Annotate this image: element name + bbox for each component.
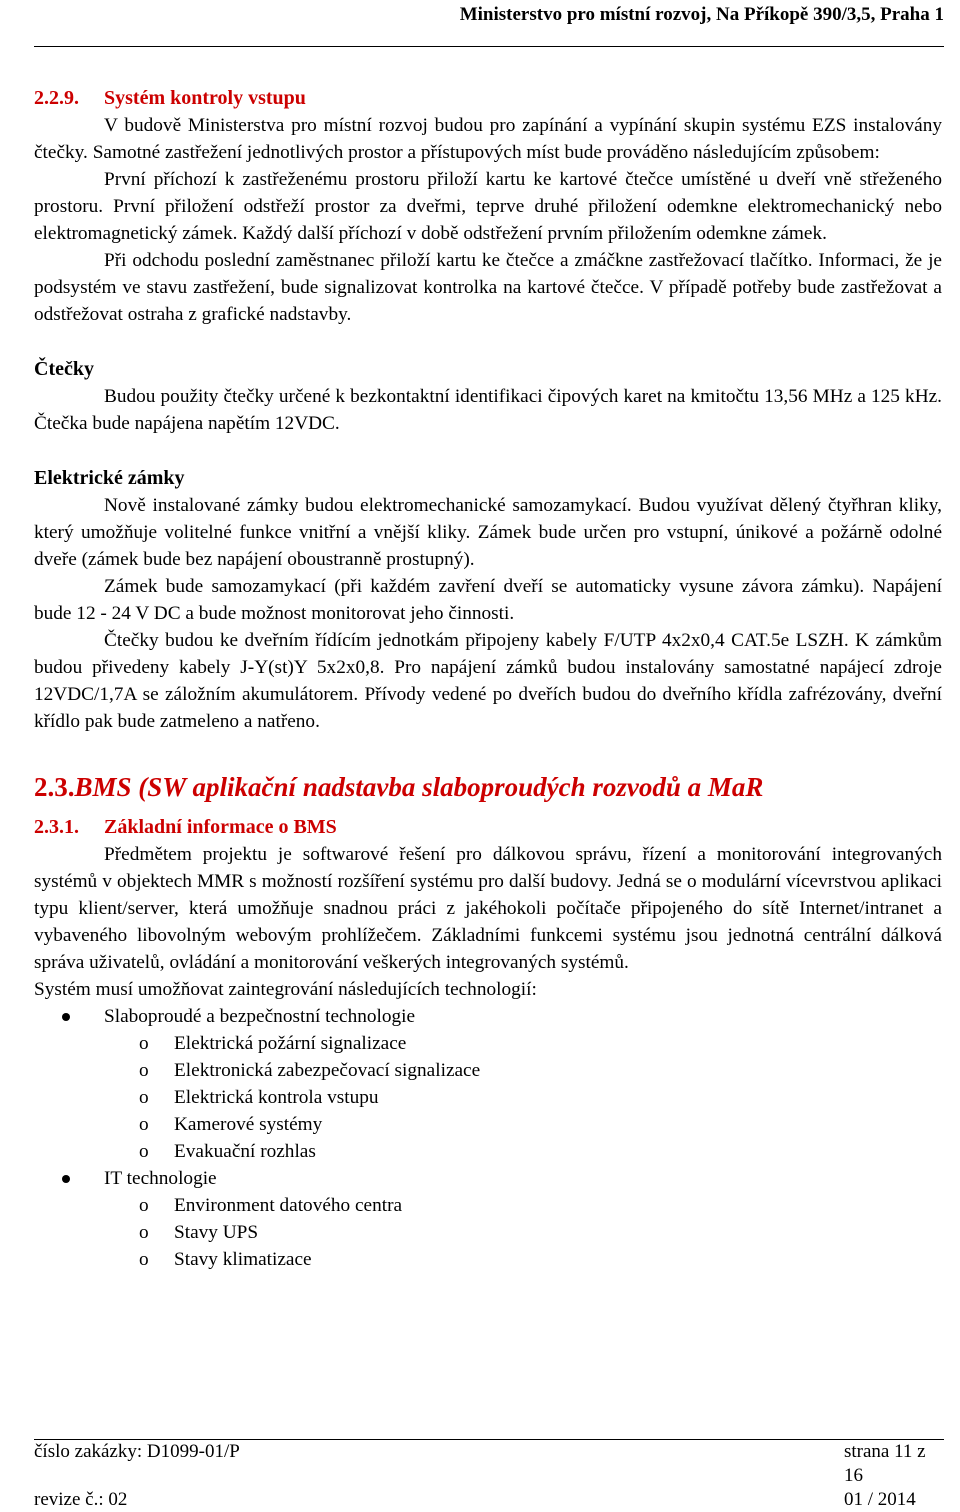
paragraph: V budově Ministerstva pro místní rozvoj budou pro zapínání a vypínání skupin systému EZS instalovány čtečky. Samotné zastřežení jednotlivých prostor a přístupových míst bude prováděno následujícím způsobem: — [34, 115, 942, 163]
document-date: 01 / 2014 — [844, 1489, 916, 1510]
circle-marker-icon: o — [139, 1087, 149, 1108]
document-body — [34, 84, 942, 1273]
circle-marker-icon: o — [139, 1195, 149, 1216]
page-header: Ministerstvo pro místní rozvoj, Na Příkopě 390/3,5, Praha 1 — [459, 4, 944, 25]
section-number: 2.2.9. — [34, 87, 79, 109]
order-number: číslo zakázky: D1099-01/P — [34, 1441, 240, 1462]
circle-marker-icon: o — [139, 1249, 149, 1270]
list-item — [34, 1165, 942, 1273]
sub-list — [104, 1030, 942, 1165]
list-item-label: Slaboproudé a bezpečnostní technologie — [104, 1006, 416, 1027]
page-footer — [34, 1440, 944, 1512]
sub-list-item: o Stavy UPS — [104, 1219, 942, 1246]
section-title: BMS (SW aplikační nadstavba slaboproudých rozvodů a MaR — [74, 772, 764, 802]
circle-marker-icon: o — [139, 1222, 149, 1243]
header-divider — [34, 46, 944, 47]
sub-list-item: o Environment datového centra — [104, 1192, 942, 1219]
subheading-ctecky: Čtečky — [34, 358, 94, 380]
sub-list-item: o Evakuační rozhlas — [104, 1138, 942, 1165]
section-heading-2-3-1 — [34, 813, 942, 841]
circle-marker-icon: o — [139, 1114, 149, 1135]
sub-list-item: o Stavy klimatizace — [104, 1246, 942, 1273]
paragraph: Zámek bude samozamykací (při každém zavření dveří se automaticky vysune závora zámku). Napájení bude 12 - 24 V DC a bude možnost monitorovat jeho činnosti. — [34, 576, 942, 624]
sub-list-item: o Elektrická kontrola vstupu — [104, 1084, 942, 1111]
sub-list-item: o Elektrická požární signalizace — [104, 1030, 942, 1057]
page-number: strana 11 z 16 — [844, 1441, 926, 1486]
technology-list — [34, 1003, 942, 1273]
paragraph: Předmětem projektu je softwarové řešení pro dálkovou správu, řízení a monitorování integrovaných systémů v objektech MMR s možností rozšíření systému pro další budovy. Jedná se o modulární vícevrstvou aplikaci typu klient/server, která umožňuje snadnou práci z jakéhokoli počítače připojeného do sítě Internet/intranet a vybaveného libovolným webovým prohlížečem. Základními funkcemi systému jsou jednotná centrální dálková správa uživatelů, ovládání a monitorování veškerých integrovaných systémů. — [34, 844, 942, 973]
sub-list-item: o Kamerové systémy — [104, 1111, 942, 1138]
paragraph: Čtečky budou ke dveřním řídícím jednotkám připojeny kabely F/UTP 4x2x0,4 CAT.5e LSZH. K zámkům budou přivedeny kabely J-Y(st)Y 5x2x0,8. Pro napájení zámků budou instalovány samostatné napájecí zdroje 12VDC/1,7A se záložním akumulátorem. Přívody vedené po dveřích budou do dveřního křídla zafrézovány, dveřní křídlo pak bude zatmeleno a natřeno. — [34, 630, 942, 732]
paragraph: Budou použity čtečky určené k bezkontaktní identifikaci čipových karet na kmitočtu 13,56 MHz a 125 kHz. Čtečka bude napájena napětím 12VDC. — [34, 386, 942, 434]
paragraph: Nově instalované zámky budou elektromechanické samozamykací. Budou využívat dělený čtyřhran kliky, který umožňuje volitelné funkce vnitřní a vnější kliky. Zámek bude určen pro vstupní, únikové a požárně odolné dveře (zámek bude bez napájení oboustranně prostupný). — [34, 495, 942, 570]
list-item — [34, 1003, 942, 1165]
paragraph: Při odchodu poslední zaměstnanec přiloží kartu ke čtečce a zmáčkne zastřežovací tlačítko. Informaci, že je podsystém ve stavu zastřežení, bude signalizovat kontrolka na kartové čtečce. V případě potřeby bude zastřežovat a odstřežovat ostraha z grafické nadstavby. — [34, 250, 942, 325]
section-title: Základní informace o BMS — [104, 816, 337, 838]
circle-marker-icon: o — [139, 1033, 149, 1054]
section-title: Systém kontroly vstupu — [104, 87, 306, 109]
section-number: 2.3. — [34, 772, 75, 802]
subheading-elektricke-zamky: Elektrické zámky — [34, 467, 185, 489]
sub-list — [104, 1192, 942, 1273]
circle-marker-icon: o — [139, 1060, 149, 1081]
list-item-label: IT technologie — [104, 1168, 217, 1189]
section-heading-2-2-9 — [34, 84, 942, 112]
section-heading-2-3 — [34, 769, 942, 805]
sub-list-item: o Elektronická zabezpečovací signalizace — [104, 1057, 942, 1084]
revision-number: revize č.: 02 — [34, 1489, 128, 1510]
paragraph: Systém musí umožňovat zaintegrování následujících technologií: — [34, 979, 537, 1000]
section-number: 2.3.1. — [34, 816, 79, 838]
circle-marker-icon: o — [139, 1141, 149, 1162]
paragraph: První příchozí k zastřeženému prostoru přiloží kartu ke kartové čtečce umístěné u dveří vně střeženého prostoru. První přiložení odstřeží prostor za dveřmi, teprve druhé přiložení odemkne elektromechanický nebo elektromagnetický zámek. Každý další příchozí v době odstřežení prvním přiložením odemkne zámek. — [34, 169, 942, 244]
